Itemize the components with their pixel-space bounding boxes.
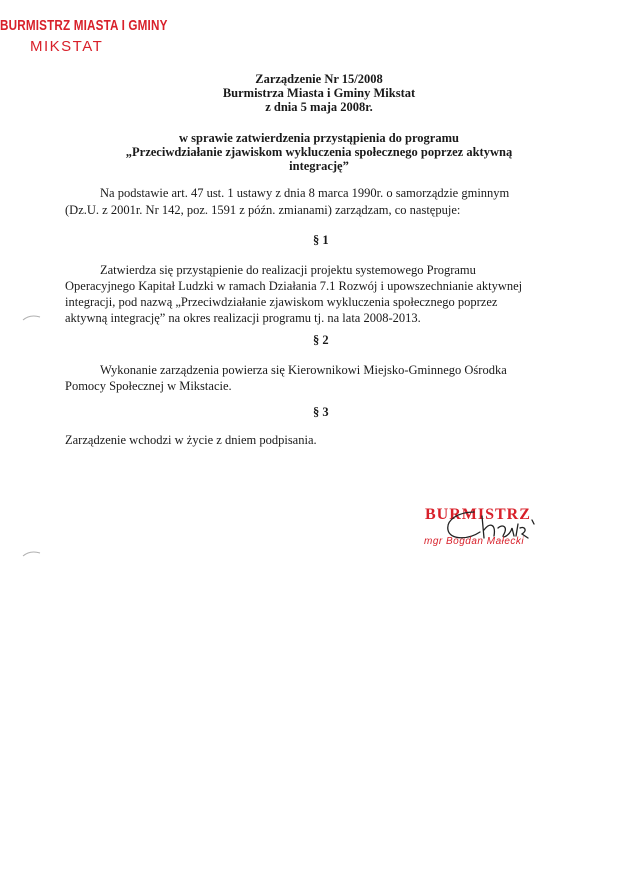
office-stamp-line-1: BURMISTRZ MIASTA I GMINY — [0, 17, 168, 34]
subject-line-3: integrację” — [289, 159, 349, 173]
header-date: z dnia 5 maja 2008r. — [265, 100, 373, 114]
header-ordinance-number: Zarządzenie Nr 15/2008 — [255, 72, 383, 86]
section-2-line-2: Pomocy Społecznej w Mikstacie. — [65, 379, 232, 393]
section-1-line-2: Operacyjnego Kapitał Ludzki w ramach Działania 7.1 Rozwój i upowszechnianie aktywnej — [65, 279, 523, 293]
header-issuer: Burmistrza Miasta i Gminy Mikstat — [222, 86, 416, 100]
office-stamp-line-2: MIKSTAT — [30, 38, 104, 55]
punch-hole-mark-bottom — [22, 548, 42, 558]
document-header — [60, 72, 578, 114]
signatory-name-stamp: mgr Bogdan Małecki — [424, 536, 525, 547]
section-1-line-3: integracji, pod nazwą „Przeciwdziałanie zjawiskom wykluczenia społecznego poprzez — [65, 295, 498, 309]
document-subject — [60, 131, 578, 173]
section-2-line-1: Wykonanie zarządzenia powierza się Kierownikowi Miejsko-Gminnego Ośrodka — [100, 363, 507, 377]
section-3-heading: § 3 — [313, 405, 329, 419]
subject-line-1: w sprawie zatwierdzenia przystąpienia do programu — [179, 131, 459, 145]
section-1-line-1: Zatwierdza się przystąpienie do realizacji projektu systemowego Programu — [100, 263, 476, 277]
intro-line-1: Na podstawie art. 47 ust. 1 ustawy z dnia 8 marca 1990r. o samorządzie gminnym — [100, 186, 510, 200]
section-1-line-4: aktywną integrację” na okres realizacji programu tj. na lata 2008-2013. — [65, 311, 421, 325]
punch-hole-mark-top — [22, 312, 42, 322]
signature-title-stamp: BURMISTRZ — [425, 506, 531, 523]
section-1-heading: § 1 — [313, 233, 329, 247]
section-3-line-1: Zarządzenie wchodzi w życie z dniem podpisania. — [65, 433, 317, 447]
section-2-heading: § 2 — [313, 333, 329, 347]
intro-line-2: (Dz.U. z 2001r. Nr 142, poz. 1591 z późn. zmianami) zarządzam, co następuje: — [65, 203, 461, 217]
subject-line-2: „Przeciwdziałanie zjawiskom wykluczenia społecznego poprzez aktywną — [125, 145, 513, 159]
